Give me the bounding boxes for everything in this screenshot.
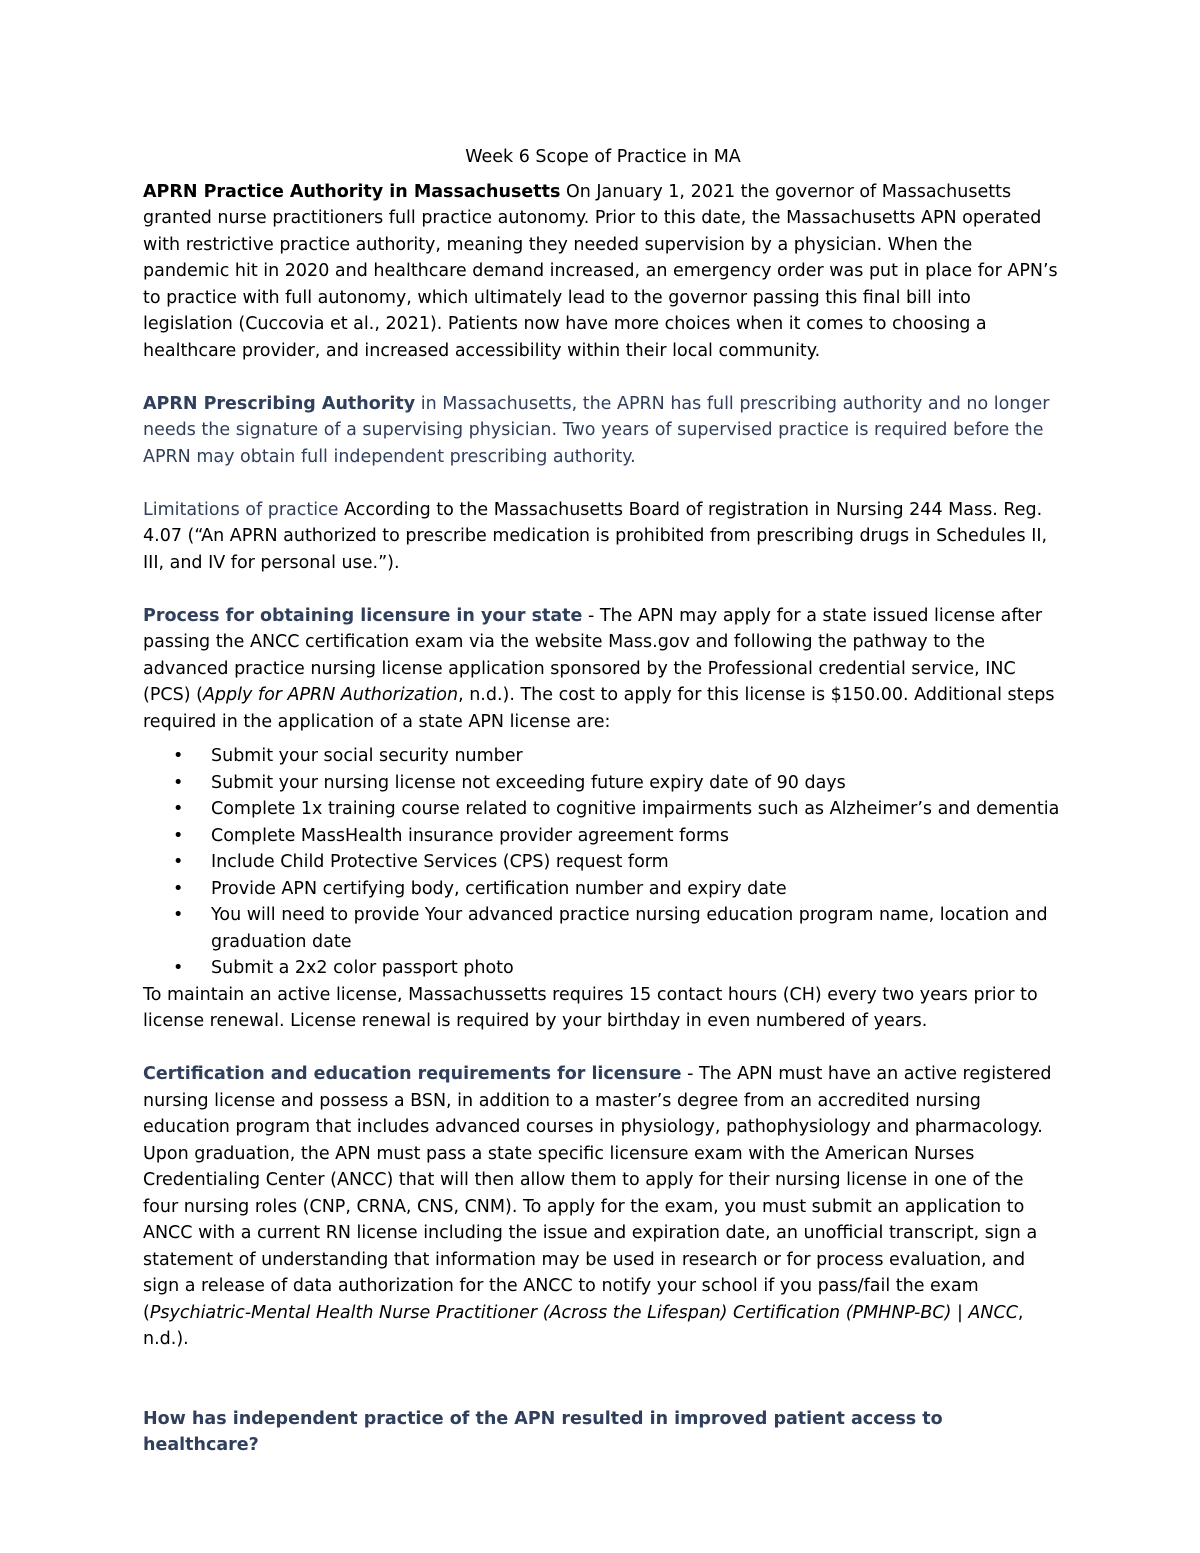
list-item: • Provide APN certifying body, certification number and expiry date [143, 876, 1063, 903]
prescribing-authority-body: in Massachusetts, the APRN has full prescribing authority and no longer needs the signature of a supervising physician. Two years of supervised practice is required before the APRN may obtain full independent prescribing authority. [143, 393, 1050, 467]
limitations-paragraph [143, 497, 1063, 577]
license-renewal-paragraph: To maintain an active license, Massachussetts requires 15 contact hours (CH) every two years prior to license renewal. License renewal is required by your birthday in even numbered of years. [143, 984, 1038, 1031]
licensure-process-citation: Apply for APRN Authorization [202, 685, 459, 705]
list-item: • Complete MassHealth insurance provider agreement forms [143, 823, 1063, 850]
practice-authority-paragraph [143, 179, 1063, 365]
list-item: • Submit your social security number [143, 743, 1063, 770]
licensure-process-heading: Process for obtaining licensure in your state [143, 605, 583, 626]
certification-heading: Certification and education requirements for licensure [143, 1064, 682, 1084]
certification-paragraph [143, 1061, 1063, 1353]
prescribing-authority-paragraph [143, 391, 1063, 471]
practice-authority-heading: APRN Practice Authority in Massachusetts [143, 181, 561, 202]
list-item: • Submit your nursing license not exceeding future expiry date of 90 days [143, 770, 1063, 797]
certification-body-2: , n.d.). [143, 1302, 1024, 1349]
list-item: • Submit a 2x2 color passport photo [143, 955, 1063, 982]
licensure-process-body-1: - The APN may apply for a state issued license after passing the ANCC certification exam via the website Mass.gov and following the pathway to the advanced practice nursing license application sponsored by the Professional credential service, INC (PCS) ( [143, 605, 1043, 705]
document-page [143, 144, 1063, 1459]
limitations-body: According to the Massachusetts Board of registration in Nursing 244 Mass. Reg. 4.07 (“An APRN authorized to prescribe medication is prohibited from prescribing drugs in Schedules II, III, and IV for personal use.”). [143, 499, 1048, 573]
list-item: • You will need to provide Your advanced practice nursing education program name, location and graduation date [143, 902, 1063, 955]
document-title: Week 6 Scope of Practice in MA [465, 147, 741, 167]
list-item: • Include Child Protective Services (CPS) request form [143, 849, 1063, 876]
prescribing-authority-heading: APRN Prescribing Authority [143, 393, 416, 414]
discussion-question: How has independent practice of the APN resulted in improved patient access to healthcare? [143, 1408, 943, 1455]
licensure-process-paragraph [143, 603, 1063, 736]
licensure-steps-list [143, 743, 1063, 982]
certification-body-1: - The APN must have an active registered nursing license and possess a BSN, in addition to a master’s degree from an accredited nursing education program that includes advanced courses in physiology, pathophysiology and pharmacology. Upon graduation, the APN must pass a state specific licensure exam with the American Nurses Credentialing Center (ANCC) that will then allow them to apply for their nursing license in one of the four nursing roles (CNP, CRNA, CNS, CNM). To apply for the exam, you must submit an application to ANCC with a current RN license including the issue and expiration date, an unofficial transcript, sign a statement of understanding that information may be used in research or for process evaluation, and sign a release of data authorization for the ANCC to notify your school if you pass/fail the exam ( [143, 1064, 1052, 1323]
licensure-process-body-2: , n.d.). The cost to apply for this license is $150.00. Additional steps required in the application of a state APN license are: [143, 685, 1055, 732]
practice-authority-body: On January 1, 2021 the governor of Massachusetts granted nurse practitioners full practice autonomy. Prior to this date, the Massachusetts APN operated with restrictive practice authority, meaning they needed supervision by a physician. When the pandemic hit in 2020 and healthcare demand increased, an emergency order was put in place for APN’s to practice with full autonomy, which ultimately lead to the governor passing this final bill into legislation (Cuccovia et al., 2021). Patients now have more choices when it comes to choosing a healthcare provider, and increased accessibility within their local community. [143, 181, 1058, 361]
certification-citation: Psychiatric-Mental Health Nurse Practitioner (Across the Lifespan) Certification (PMHNP-BC) | ANCC [149, 1302, 1018, 1323]
list-item: • Complete 1x training course related to cognitive impairments such as Alzheimer’s and dementia [143, 796, 1063, 823]
limitations-heading: Limitations of practice [143, 499, 339, 520]
